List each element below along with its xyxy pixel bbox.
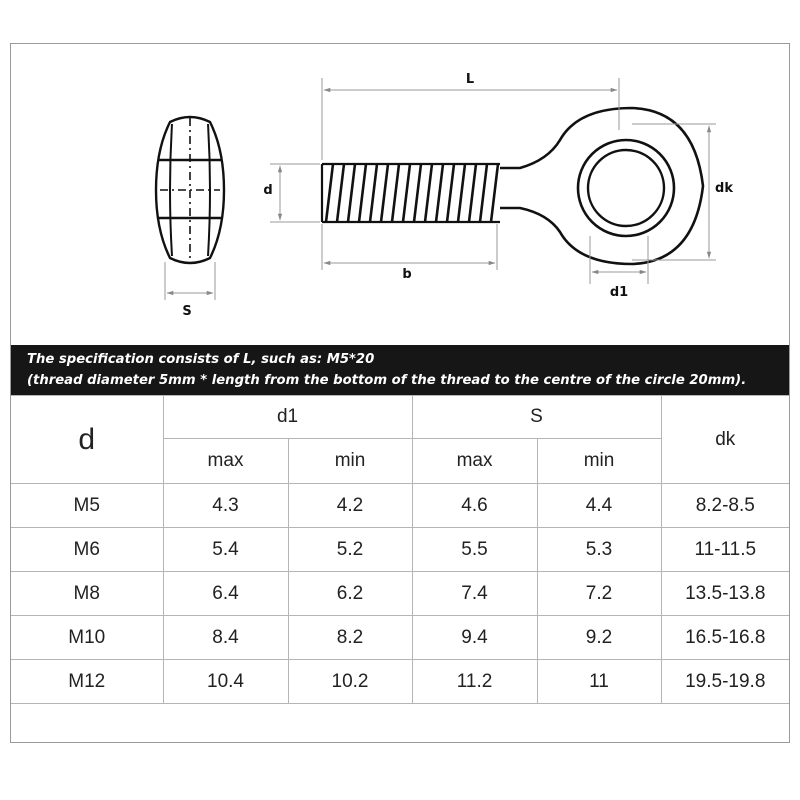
bolt-view xyxy=(322,108,703,264)
cell-d: M8 xyxy=(11,572,163,616)
cell-s-max: 5.5 xyxy=(412,528,537,572)
header-d1-max: max xyxy=(163,439,288,484)
label-s: S xyxy=(182,304,192,319)
empty-cell xyxy=(11,704,789,749)
cell-dk: 16.5-16.8 xyxy=(661,616,789,660)
cell-d: M10 xyxy=(11,616,163,660)
label-dk: dk xyxy=(715,181,733,196)
cell-s-max: 4.6 xyxy=(412,484,537,528)
side-view xyxy=(156,117,224,263)
table-row xyxy=(11,660,789,704)
cell-d1-max: 8.4 xyxy=(163,616,288,660)
cell-s-min: 4.4 xyxy=(537,484,661,528)
cell-s-max: 9.4 xyxy=(412,616,537,660)
label-d: d xyxy=(263,183,273,198)
cell-dk: 8.2-8.5 xyxy=(661,484,789,528)
header-dk: dk xyxy=(661,396,789,484)
table-row xyxy=(11,616,789,660)
s-dimension xyxy=(165,262,215,300)
cell-s-min: 7.2 xyxy=(537,572,661,616)
cell-d1-min: 5.2 xyxy=(288,528,412,572)
table-row xyxy=(11,528,789,572)
header-s-max: max xyxy=(412,439,537,484)
cell-d: M6 xyxy=(11,528,163,572)
cell-dk: 19.5-19.8 xyxy=(661,660,789,704)
cell-s-max: 7.4 xyxy=(412,572,537,616)
table-row xyxy=(11,572,789,616)
specification-banner xyxy=(11,345,789,395)
table-row xyxy=(11,484,789,528)
cell-s-min: 9.2 xyxy=(537,616,661,660)
cell-d1-min: 8.2 xyxy=(288,616,412,660)
label-b: b xyxy=(402,267,412,282)
cell-d1-min: 6.2 xyxy=(288,572,412,616)
header-s-min: min xyxy=(537,439,661,484)
cell-d1-max: 5.4 xyxy=(163,528,288,572)
banner-line-1: The specification consists of L, such as: M5*20 xyxy=(27,352,375,367)
b-dimension xyxy=(322,224,497,270)
cell-s-min: 5.3 xyxy=(537,528,661,572)
cell-d1-max: 6.4 xyxy=(163,572,288,616)
cell-s-min: 11 xyxy=(537,660,661,704)
banner-line-2: (thread diameter 5mm * length from the bottom of the thread to the centre of the circle 20mm). xyxy=(27,373,747,388)
cell-s-max: 11.2 xyxy=(412,660,537,704)
label-d1: d1 xyxy=(609,285,629,300)
empty-row xyxy=(11,704,789,749)
header-d1: d1 xyxy=(163,396,412,439)
header-d: d xyxy=(11,396,163,484)
cell-d: M5 xyxy=(11,484,163,528)
header-s: S xyxy=(412,396,661,439)
cell-d1-max: 4.3 xyxy=(163,484,288,528)
eye-bolt-drawing xyxy=(0,0,800,345)
cell-d1-max: 10.4 xyxy=(163,660,288,704)
cell-dk: 11-11.5 xyxy=(661,528,789,572)
l-dimension xyxy=(322,78,619,160)
cell-d: M12 xyxy=(11,660,163,704)
spec-table xyxy=(11,395,789,748)
cell-d1-min: 10.2 xyxy=(288,660,412,704)
d-dimension xyxy=(270,164,320,222)
header-d1-min: min xyxy=(288,439,412,484)
label-l: L xyxy=(465,72,475,87)
cell-d1-min: 4.2 xyxy=(288,484,412,528)
cell-dk: 13.5-13.8 xyxy=(661,572,789,616)
